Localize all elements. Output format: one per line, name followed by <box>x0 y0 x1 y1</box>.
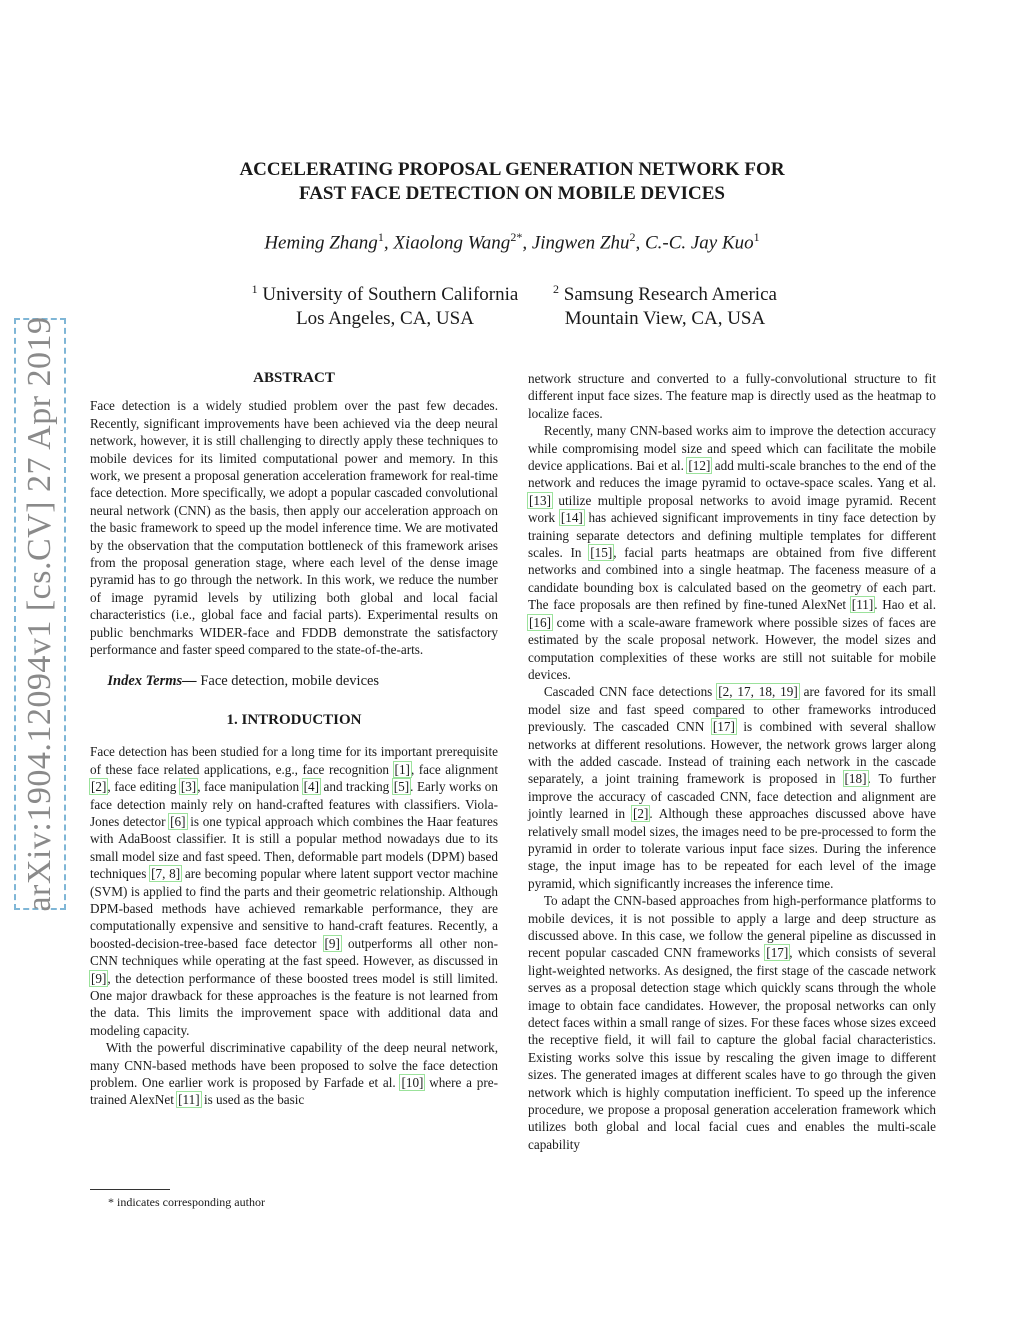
affiliation-2-institution: Samsung Research America <box>563 284 777 305</box>
index-terms-label: Index Terms— <box>107 672 197 689</box>
author-name: Xiaolong Wang <box>393 232 511 254</box>
right-paragraph-1: network structure and converted to a fully-convolutional structure to fit different input face sizes. The feature map is directly used as the heatmap to localize faces. <box>528 371 936 421</box>
citation-link[interactable]: [18] <box>844 771 867 787</box>
arxiv-stamp <box>14 318 66 910</box>
citation-link[interactable]: [17] <box>766 945 789 961</box>
citation-link[interactable]: [2] <box>91 779 107 795</box>
citation-link[interactable]: [1] <box>394 761 410 777</box>
affiliation-1-marker: 1 <box>251 282 258 296</box>
citation-link[interactable]: [5] <box>393 779 410 795</box>
citation-link[interactable]: [16] <box>529 614 551 630</box>
affiliation-2 <box>540 277 790 331</box>
author-affiliation-marker: 2* <box>510 230 523 244</box>
citation-link[interactable]: [6] <box>170 813 186 829</box>
right-column <box>528 370 936 1153</box>
abstract-text: Face detection is a widely studied problem over the past few decades. Recently, significant improvements have been achieved via the deep neural network, however, it is still challenging to directly apply these techniques to mobile devices for its limited computational power and memory. In this work, we present a proposal generation acceleration framework for real-time face detection. More specifically, we adopt a popular cascaded convolutional neural network (CNN) as the basis, then apply our acceleration approach on the basic framework to speed up the model inference time. We are motivated by the observation that the computation bottleneck of this framework arises from the proposal generation stage, where each level of the dense image pyramid has to go through the network. In this work, we reduce the number of image pyramid levels by utilizing both global and local facial characteristics (i.e., global face and facial parts). Experimental results on public benchmarks WIDER-face and FDDB demonstrate the satisfactory performance and faster speed compared to the state-of-the-arts. <box>90 398 498 658</box>
citation-link[interactable]: [11] <box>851 597 874 613</box>
intro-paragraph-2: With the powerful discriminative capability of the deep neural network, many CNN-based methods have been proposed to solve the face detection problem. One earlier work is proposed by Farfade et al. [10] where a pre-trained AlexNet [11] is used as the basic <box>90 1040 498 1108</box>
affiliation-2-location: Mountain View, CA, USA <box>564 308 766 329</box>
citation-link[interactable]: [9] <box>324 935 340 951</box>
author-name: C.-C. Jay Kuo <box>644 232 754 254</box>
left-column <box>90 370 498 1109</box>
author-affiliation-marker: 1 <box>377 230 384 244</box>
citation-link[interactable]: [7, 8] <box>151 866 181 882</box>
citation-link[interactable]: [2] <box>632 806 649 822</box>
citation-link[interactable]: [2, 17, 18, 19] <box>718 684 798 700</box>
author-name: Jingwen Zhu <box>531 232 630 254</box>
citation-link[interactable]: [4] <box>303 779 319 795</box>
intro-paragraph-1: Face detection has been studied for a long time for its important prerequisite of these face related applications, e.g., face recognition [1], face alignment [2], face editing [3], face manipulation [4] and tracking [5]. Early works on face detection mainly rely on hand-crafted features with classifiers. Viola-Jones detector [6] is one typical approach which combines the Haar features with AdaBoost classifier. It is still a popular method nowadays due to its small model size and fast speed. Then, deformable part models (DPM) based techniques [7, 8] are becoming popular where latent support vector machine (SVM) is applied to find the parts and their geometric relationship. Although DPM-based methods have achieved remarkable performance, they are computationally expensive and sensitive to hand-craft features. Recently, a boosted-decision-tree-based face detector [9] outperforms all other non-CNN techniques while operating at the fast speed. However, as discussed in [9], the detection performance of these boosted trees model is still limited. One major drawback for these approaches is the feature is not learned from the data. This limits the improvement space with additional data and modeling capacity. <box>90 744 498 1038</box>
right-paragraph-2: Recently, many CNN-based works aim to improve the detection accuracy while compromising model size and speed which can facilitate the mobile device applications. Bai et al. [12] add multi-scale branches to the end of the network and reduces the image pyramid to octave-space scales. Yang et al. [13] utilize multiple proposal networks to avoid image pyramid. Recent work [14] has achieved significant improvements in tiny face detection by training separate detectors and defining multiple templates for different scales. In [15], facial parts heatmaps are obtained from five different networks and combined into a single heatmap. The faceness measure of a candidate bounding box is calculated based on the geometry of each part. The face proposals are then refined by fine-tuned AlexNet [11]. Hao et al. [16] come with a scale-aware framework where possible sizes of faces are estimated by the scale proposal network. However, the model sizes and computation complexities of these works are still not suitable for mobile devices. <box>528 423 937 682</box>
citation-link[interactable]: [3] <box>180 779 197 795</box>
arxiv-identifier: arXiv:1904.12094v1 [cs.CV] 27 Apr 2019 <box>21 316 58 912</box>
citation-link[interactable]: [10] <box>401 1075 424 1091</box>
affiliation-1-institution: University of Southern California <box>262 284 519 305</box>
citation-link[interactable]: [17] <box>712 719 735 735</box>
title-line-2: FAST FACE DETECTION ON MOBILE DEVICES <box>299 183 725 204</box>
author-list: Heming Zhang$^1$, Xiaolong Wang$^{2*}$, Jingwen Zhu$^2$, C.-C. Jay Kuo$^1$ <box>264 230 760 254</box>
citation-link[interactable]: [15] <box>590 545 613 561</box>
abstract-heading: ABSTRACT <box>253 370 335 386</box>
index-terms <box>90 673 498 690</box>
author-name: Heming Zhang <box>264 232 378 254</box>
footnote: * indicates corresponding author <box>108 1195 265 1209</box>
paper-title <box>120 158 904 206</box>
introduction-heading: 1. INTRODUCTION <box>226 711 362 728</box>
citation-link[interactable]: [12] <box>688 458 711 474</box>
citation-link[interactable]: [14] <box>560 510 583 526</box>
affiliation-2-marker: 2 <box>553 282 560 296</box>
citation-link[interactable]: [13] <box>529 492 551 508</box>
title-line-1: ACCELERATING PROPOSAL GENERATION NETWORK FOR <box>239 159 785 180</box>
affiliation-1-location: Los Angeles, CA, USA <box>296 308 474 329</box>
author-affiliation-marker: 1 <box>753 230 760 244</box>
right-paragraph-4: To adapt the CNN-based approaches from high-performance platforms to mobile devices, it is not possible to apply a large and deep structure as discussed above. In this case, we follow the general pipeline as discussed in recent popular cascaded CNN frameworks [17], which consists of several light-weighted networks. As designed, the first stage of the cascade network serves as a proposal detection stage which quickly scans through the whole image to obtain face candidates. However, the proposal networks can only detect faces within a small range of sizes. For these faces whose sizes exceed the receptive field, it will fail to capture the global facial characteristics. Existing works solve this issue by rescaling the given image to different sizes. The generated images at different scales have to go through the given network which is highly computation inefficient. To speed up the inference procedure, we propose a proposal generation acceleration framework which utilizes both global and local facial cues and enables the multi-scale capability <box>528 893 937 1152</box>
footnote-rule <box>90 1189 170 1190</box>
author-affiliation-marker: 2 <box>629 230 636 244</box>
right-paragraph-3: Cascaded CNN face detections [2, 17, 18, 19] are favored for its small model size and fast speed compared to other frameworks introduced previously. The cascaded CNN [17] is combined with several shallow networks at different resolutions. However, the network grows larger along with the added cascade. Instead of training each network in the cascade separately, a joint training framework is proposed in [18]. To further improve the accuracy of cascaded CNN, face detection and alignment are jointly learned in [2]. Although these approaches discussed above have relatively small model sizes, the images need to be pre-processed to form the pyramid in order to tolerate various input face sizes. During the inference stage, the input image has to be repeated for each level of the image pyramid, which significantly increases the inference time. <box>528 684 937 891</box>
index-terms-value: Face detection, mobile devices <box>200 672 380 689</box>
citation-link[interactable]: [9] <box>91 970 107 986</box>
citation-link[interactable]: [11] <box>178 1092 200 1108</box>
affiliation-1 <box>240 277 530 331</box>
